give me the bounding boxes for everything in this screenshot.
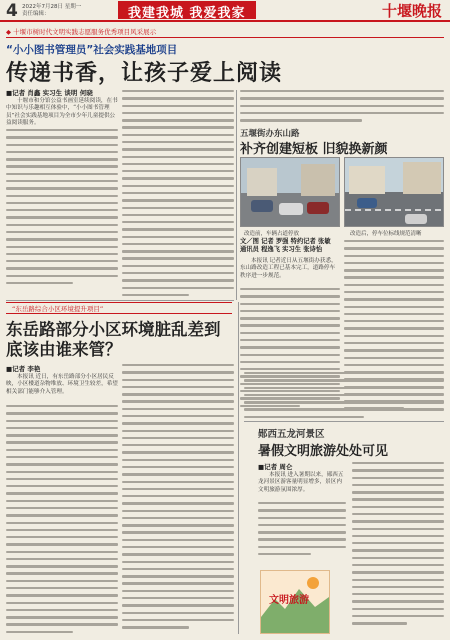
divider <box>6 300 234 301</box>
second-body-col2 <box>122 364 234 633</box>
feature-byline: 文／图 记者 罗强 特约记者 张敏 通讯员 程逸飞 实习生 张诗怡 <box>240 238 331 254</box>
slogan-banner: 我建我城 我爱我家 <box>118 1 256 19</box>
tourism-kicker: 郧西五龙河景区 <box>258 429 325 440</box>
lead-body-col1 <box>6 129 118 289</box>
lead-headline: 传递书香，让孩子爱上阅读 <box>6 61 283 86</box>
divider <box>6 37 444 38</box>
promo-text: 文明旅游 <box>269 595 309 606</box>
caption-before: 改造前，车辆占道停放 <box>244 231 300 237</box>
tourism-body-col1 <box>258 502 346 560</box>
lead-kicker: “小小图书管理员”社会实践基地项目 <box>6 44 178 56</box>
lead-body-col2 <box>122 90 234 301</box>
newspaper-logo: 十堰晚报 <box>381 2 442 20</box>
caption-after: 改造后，停车位标线规范清晰 <box>350 231 422 237</box>
photo-after <box>344 157 444 227</box>
second-lede: 本报讯 近日，有东岳路部分小区居民反映，小区楼道杂物堆放、环境卫生较差，希望相关部门能够介入管理。 <box>6 374 118 395</box>
feature-lede: 本报讯 记者近日从五堰街办获悉，东山路改造工程已基本完工，道路停车秩序进一步规范。 <box>240 258 337 279</box>
tourism-byline: ■记者 周仑 <box>258 463 293 471</box>
second-headline: 东岳路部分小区环境脏乱差到底该由谁来管？ <box>6 320 221 359</box>
feature-kicker: 五堰街办东山路 <box>240 129 300 139</box>
tourism-headline: 暑假文明旅游处处可见 <box>258 444 389 459</box>
second-byline: ■记者 李艳 <box>6 365 41 373</box>
feature-headline: 补齐创建短板 旧貌换新颜 <box>240 142 388 157</box>
section-label: “东岳路综合小区环境提升项目” <box>12 305 104 313</box>
photo-before <box>240 157 340 227</box>
feature-body-col3 <box>244 372 444 423</box>
column-rule <box>238 302 239 634</box>
second-body-col1 <box>6 405 118 638</box>
page-number: 4 <box>6 1 18 21</box>
lead-lede: 十堰市和分馆公益书画室延续阅读，在书中知识与乐趣相互体验中，“小小图书管理员”社会实践基地项目为全市少年儿童提供公益阅读服务。 <box>6 98 118 127</box>
tourism-body-col2 <box>352 462 444 629</box>
lead-byline: ■记者 肖鑫 实习生 谈明 何晓 <box>6 89 93 97</box>
tourism-lede: 本报讯 进入暑期以来，郧西五龙河景区游客量明显增多，景区内文明旅游氛围浓厚。 <box>258 472 344 493</box>
tourism-promo-graphic <box>260 570 330 634</box>
date-line: 2022年7月28日 星期一 责任编辑： <box>22 4 82 17</box>
column-rule <box>236 90 237 300</box>
lead-body-col3 <box>240 90 444 126</box>
project-tag: ◆ 十堰市树时代文明实践志愿服务优秀项目风采展示 <box>6 28 157 36</box>
divider <box>244 421 444 422</box>
